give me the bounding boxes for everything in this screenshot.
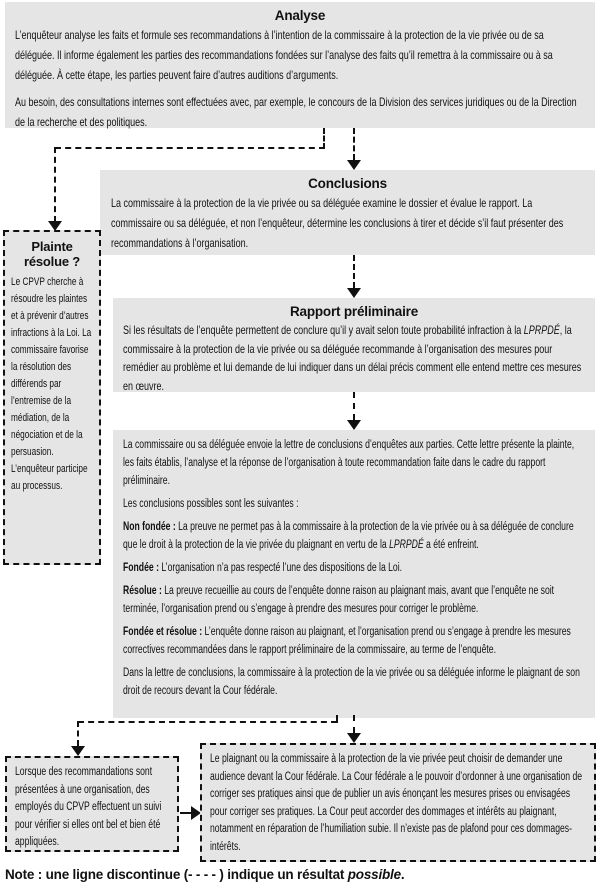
conclusions-box <box>100 170 595 255</box>
analyse-title: Analyse <box>274 8 326 23</box>
dashed-connector-conclusions-to-rapport <box>353 255 355 288</box>
rapport-preliminaire-title: Rapport préliminaire <box>289 304 419 319</box>
conclusions-paragraph: La commissaire à la protection de la vie privée ou sa déléguée examine le dossier et évalue le rapport. La commissaire ou sa déléguée, et non l’enquêteur, détermine les conclusions à tirer et décide s’il faut présenter des recommandations à l’organisation. <box>111 196 564 250</box>
lettre-paragraph: La commissaire ou sa déléguée envoie la lettre de conclusions d’enquêtes aux parties. Cette lettre présente la plainte, les faits établis, l’analyse et la réponse de l’organisation à toute recommandation faite dans le cadre du rapport préliminaire. <box>123 439 575 487</box>
conclusions-body <box>111 193 584 253</box>
dashed-connector-analyse-to-plainte-horizontal <box>55 147 325 149</box>
arrow-down-icon <box>347 288 361 298</box>
plainte-resolue-title: Plainte résolue ? <box>24 239 80 269</box>
analyse-paragraph-2: Au besoin, des consultations internes sont effectuées avec, par exemple, le concours de la Division des services juridiques ou de la Direction de la recherche et des politiques. <box>15 95 577 129</box>
dashed-connector-to-plainte-vertical <box>54 147 56 222</box>
lettre-paragraph-non-fondee: Non fondée : La preuve ne permet pas à la commissaire à la protection de la vie privée ou à sa déléguée de conclure que le droit à la protection de la vie privée du plaignant en vertu de la LPRPDÉ a été enfreint. <box>123 521 574 551</box>
lettre-paragraph-fondee-et-resolue: Fondée et résolue : L’enquête donne raison au plaignant, et l’organisation prend ou s’engage à prendre les mesures correctives recommandées dans le rapport préliminaire de la commissaire, au terme de l’enquête. <box>123 626 571 656</box>
cour-federale-body: Le plaignant ou la commissaire à la protection de la vie privée peut choisir de demander une audience devant la Cour fédérale. La Cour fédérale a le pouvoir d’ordonner à une organisation de corriger ses pratiques ainsi que de publier un avis énonçant les mesures prises ou envisagées pour corriger ses pratiques. La Cour peut accorder des dommages et intérêts au plaignant, notamment en réparation de l’humiliation subie. Il n’existe pas de plafond pour ces dommages-intérêts. <box>210 753 583 853</box>
analyse-paragraph-1: L’enquêteur analyse les faits et formule ses recommandations à l’intention de la commissaire à la protection de la vie privée ou de sa déléguée. Il informe également les parties des recommandations fondées sur l’analyse des faits qu’il remettra à la commissaire ou à sa déléguée. À cette étape, les parties peuvent faire d’autres auditions d’arguments. <box>15 28 553 82</box>
cour-federale-box <box>200 743 596 862</box>
legend-note: Note : une ligne discontinue (- - - - ) indique un résultat possible. <box>5 867 405 882</box>
dashed-connector-analyse-elbow-stub <box>323 128 325 149</box>
plainte-resolue-body: Le CPVP cherche à résoudre les plaintes et à prévenir d’autres infractions à la Loi. La commissaire favorise la résolution des différends par l’entremise de la médiation, de la négociation et de la persuasion. L’enquêteur participe au processus. <box>11 276 92 492</box>
arrow-down-icon <box>347 420 361 430</box>
rapport-preliminaire-box <box>113 298 595 392</box>
lettre-paragraph-recours: Dans la lettre de conclusions, la commissaire à la protection de la vie privée ou sa déléguée informe le plaignant de son droit de recours devant la Cour fédérale. <box>123 667 580 697</box>
analyse-body <box>15 25 585 132</box>
dashed-connector-lettre-to-suivi-horizontal <box>78 721 337 723</box>
dashed-connector-rapport-to-lettre <box>353 392 355 420</box>
arrow-down-icon <box>347 160 361 170</box>
suivi-box <box>5 756 179 852</box>
suivi-body: Lorsque des recommandations sont présentées à une organisation, des employés du CPVP effectuent un suivi pour vérifier si elles ont bel et bien été appliquées. <box>15 766 162 848</box>
lettre-paragraph-fondee: Fondée : L’organisation n’a pas respecté l’une des dispositions de la Loi. <box>123 562 403 574</box>
dashed-connector-lettre-to-cour <box>353 715 355 733</box>
conclusions-title: Conclusions <box>308 176 387 191</box>
dashed-connector-analyse-to-conclusions <box>353 128 355 160</box>
lettre-conclusions-box <box>113 430 595 718</box>
lettre-paragraph: Les conclusions possibles sont les suivantes : <box>123 498 299 510</box>
lettre-paragraph-resolue: Résolue : La preuve recueillie au cours de l’enquête donne raison au plaignant mais, avant que l’enquête ne soit terminée, l’organisation prend ou s’engage à prendre des mesures pour corriger le problème. <box>123 585 555 615</box>
dashed-connector-to-suivi-vertical <box>77 721 79 746</box>
lettre-conclusions-body <box>123 436 585 700</box>
arrow-down-icon <box>347 733 361 743</box>
arrow-down-icon <box>71 746 85 756</box>
analyse-box <box>5 2 595 128</box>
plainte-resolue-box <box>3 230 101 565</box>
rapport-preliminaire-body: Si les résultats de l’enquête permettent de conclure qu’il y avait selon toute probabilité infraction à la LPRPDÉ, la commissaire à la protection de la vie privée ou sa déléguée recommande à l’organisation des mesures pour remédier au problème et lui demande de lui indiquer dans un délai précis comment elle entend mettre ces mesures en œuvre. <box>123 323 582 393</box>
